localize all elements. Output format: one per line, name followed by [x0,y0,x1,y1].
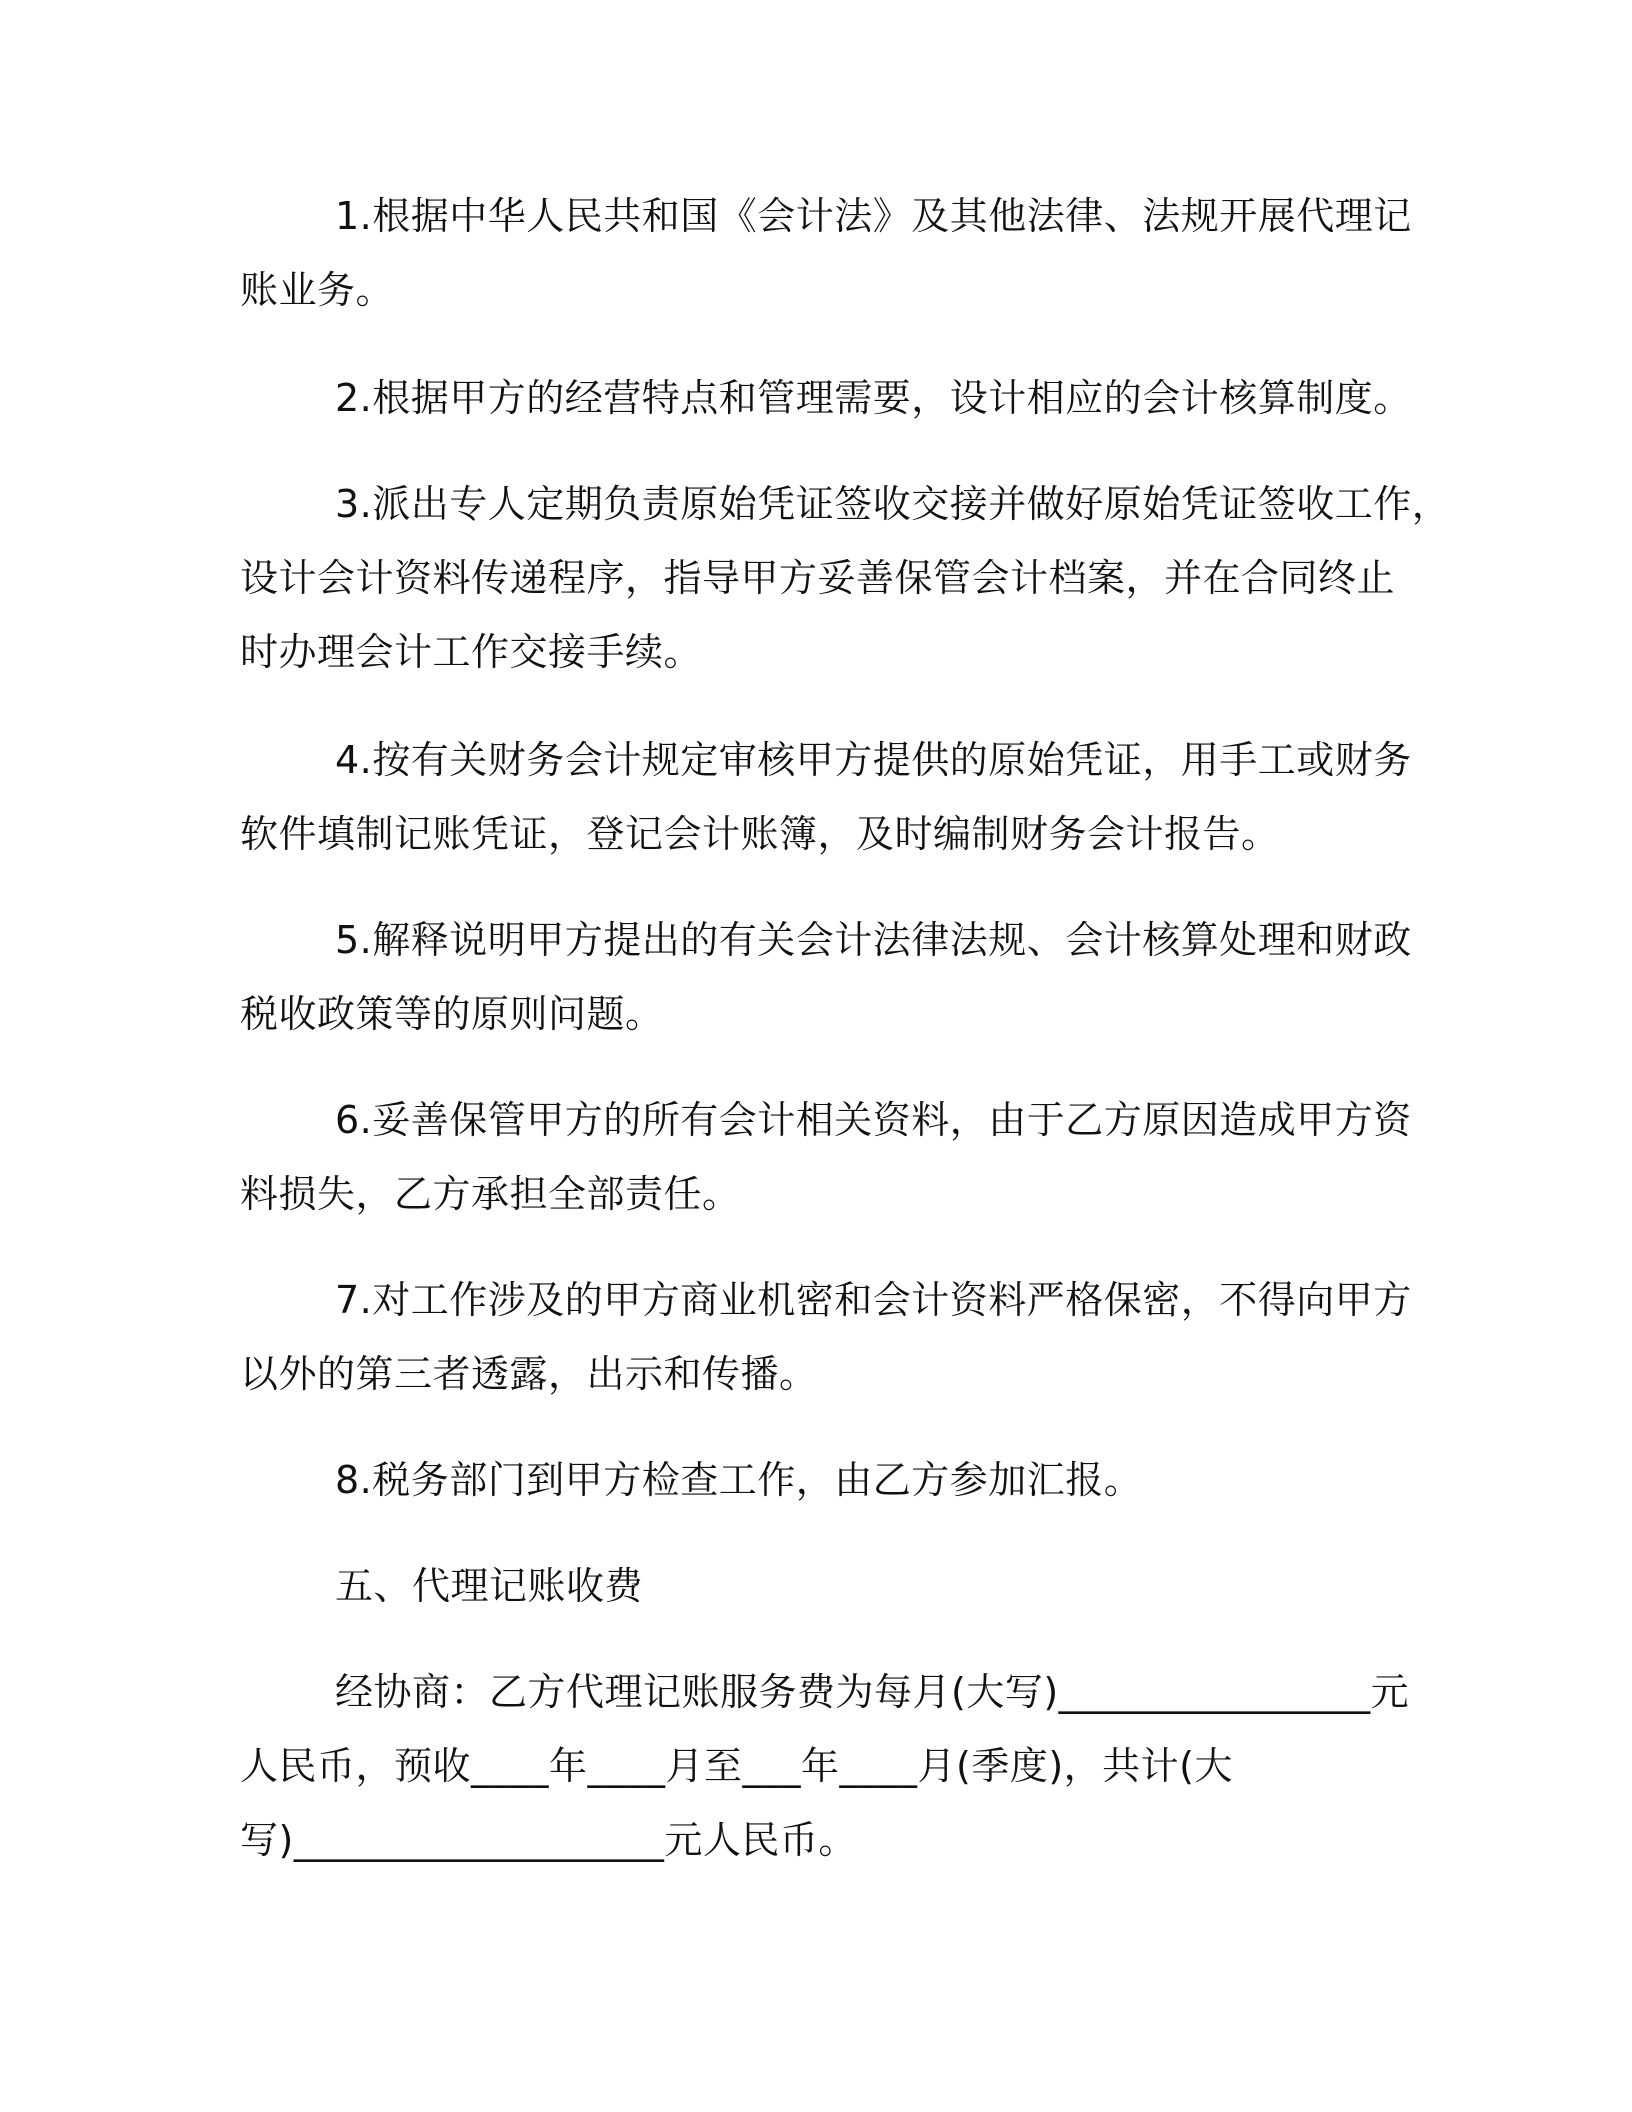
section-heading: 五、代理记账收费 [335,1564,644,1608]
item-6-line-2: 料损失，乙方承担全部责任。 [240,1172,741,1216]
item-4-line-2: 软件填制记账凭证，登记会计账簿，及时编制财务会计报告。 [240,812,1280,856]
item-3-line-2: 设计会计资料传递程序，指导甲方妥善保管会计档案，并在合同终止 [240,556,1396,600]
fee-line-1: 经协商：乙方代理记账服务费为每月(大写)________________元 [335,1670,1410,1714]
item-8-line-1: 8.税务部门到甲方检查工作，由乙方参加汇报。 [335,1458,1143,1502]
item-5-line-1: 5.解释说明甲方提出的有关会计法律法规、会计核算处理和财政 [335,918,1412,962]
item-3-line-1: 3.派出专人定期负责原始凭证签收交接并做好原始凭证签收工作， [335,482,1451,526]
item-1-line-1: 1.根据中华人民共和国《会计法》及其他法律、法规开展代理记 [335,194,1412,238]
fee-line-3: 写)___________________元人民币。 [240,1818,857,1862]
item-2-line-1: 2.根据甲方的经营特点和管理需要，设计相应的会计核算制度。 [335,376,1412,420]
item-5-line-2: 税收政策等的原则问题。 [240,992,664,1036]
item-7-line-2: 以外的第三者透露，出示和传播。 [240,1352,818,1396]
fee-line-2: 人民币，预收____年____月至___年____月(季度)，共计(大 [240,1744,1233,1788]
item-3-line-3: 时办理会计工作交接手续。 [240,630,703,674]
item-1-line-2: 账业务。 [240,268,395,312]
item-6-line-1: 6.妥善保管甲方的所有会计相关资料，由于乙方原因造成甲方资 [335,1098,1412,1142]
item-4-line-1: 4.按有关财务会计规定审核甲方提供的原始凭证，用手工或财务 [335,738,1412,782]
item-7-line-1: 7.对工作涉及的甲方商业机密和会计资料严格保密，不得向甲方 [335,1278,1412,1322]
